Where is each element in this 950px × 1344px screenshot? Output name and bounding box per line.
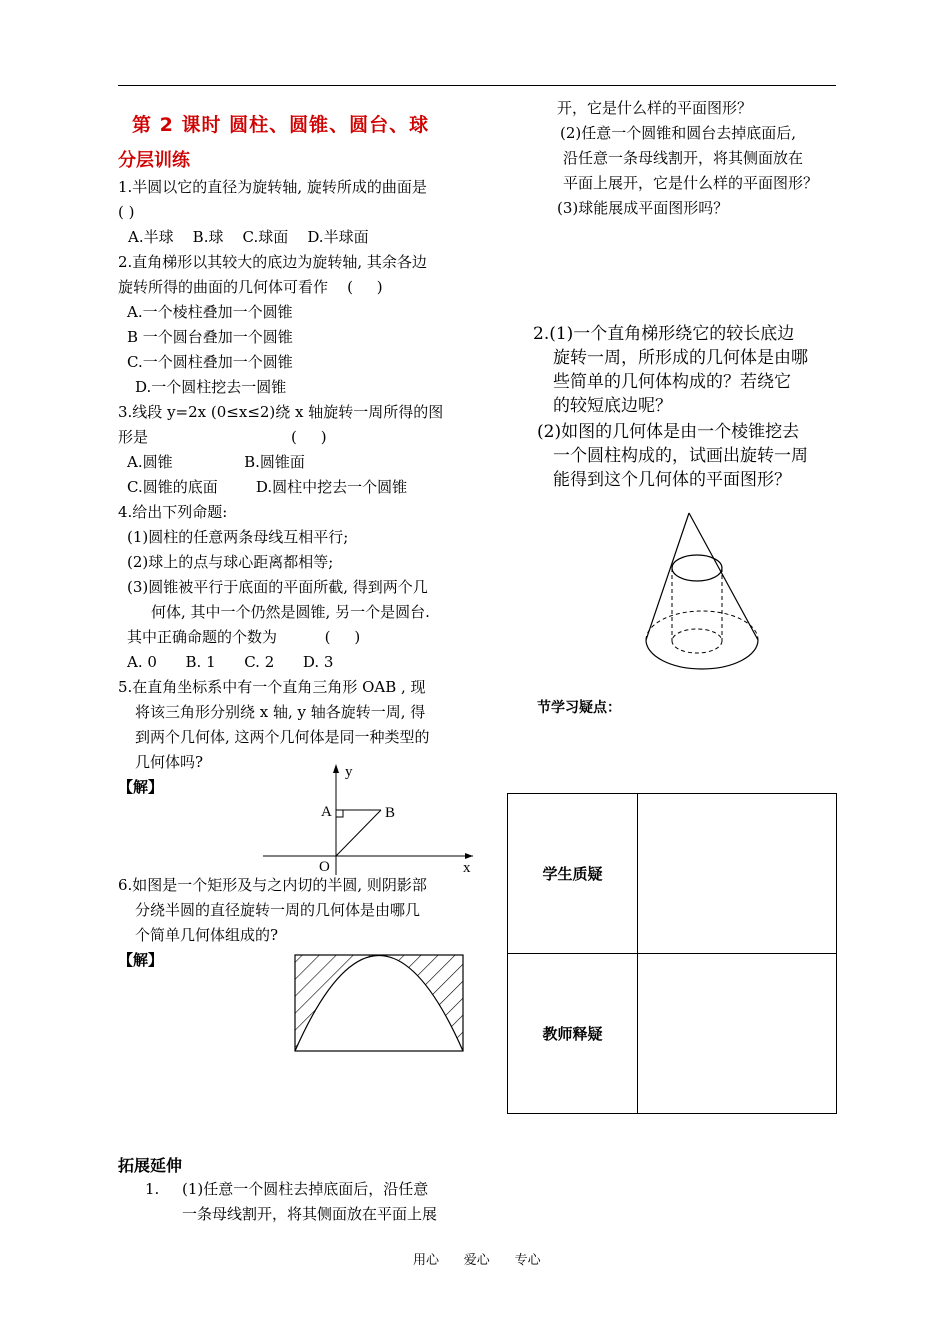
- question-4-line-1: 4.给出下列命题:: [118, 503, 228, 521]
- point-b-label: B: [385, 805, 396, 821]
- point-a-label: A: [321, 804, 332, 820]
- question-4-statement-3a: (3)圆锥被平行于底面的平面所截, 得到两个几: [127, 578, 428, 596]
- extension-cont-line-3: 沿任意一条母线割开，将其侧面放在: [563, 149, 804, 167]
- cone-cylinder-figure: [640, 505, 765, 677]
- x-axis-label: x: [463, 860, 471, 876]
- question-2-line-1: 2.直角梯形以其较大的底边为旋转轴, 其余各边: [118, 253, 427, 271]
- question-3-line-2: 形是 ( ): [118, 428, 327, 446]
- page-footer: 用心 爱心 专心: [413, 1253, 541, 1268]
- right-question-2-line-2: 旋转一周，所形成的几何体是由哪: [553, 348, 808, 368]
- point-o-label: O: [319, 859, 330, 875]
- question-5-line-2: 将该三角形分别绕 x 轴, y 轴各旋转一周, 得: [135, 703, 426, 721]
- question-4-statement-2: (2)球上的点与球心距离都相等;: [127, 553, 334, 571]
- extension-cont-line-1: 开，它是什么样的平面图形？: [557, 99, 753, 117]
- question-4-statement-3b: 何体, 其中一个仍然是圆锥, 另一个是圆台.: [151, 603, 430, 621]
- teacher-answer-label: 教师释疑: [508, 954, 638, 1114]
- extension-number: 1.: [145, 1180, 160, 1198]
- question-4-prompt: 其中正确命题的个数为 ( ): [127, 628, 361, 646]
- right-question-2-line-3: 些简单的几何体构成的？若绕它: [553, 372, 791, 392]
- right-question-2-line-4: 的较短底边呢？: [553, 396, 672, 416]
- extension-line-2: 一条母线割开，将其侧面放在平面上展: [182, 1205, 438, 1223]
- question-6-line-3: 个简单几何体组成的?: [135, 926, 279, 944]
- student-question-label: 学生质疑: [508, 794, 638, 954]
- extension-cont-line-2: (2)任意一个圆锥和圆台去掉底面后,: [560, 124, 797, 142]
- question-6-line-2: 分绕半圆的直径旋转一周的几何体是由哪几: [135, 901, 421, 919]
- extension-cont-line-5: (3)球能展成平面图形吗？: [557, 199, 729, 217]
- question-2-option-d: D.一个圆柱挖去一圆锥: [135, 378, 287, 396]
- question-5-line-1: 5.在直角坐标系中有一个直角三角形 OAB , 现: [118, 678, 426, 696]
- right-question-2-line-5: (2)如图的几何体是由一个棱锥挖去: [537, 422, 800, 442]
- triangle-coordinate-figure: [255, 760, 480, 880]
- header-rule: [118, 85, 836, 86]
- question-answer-table: [507, 793, 837, 1114]
- right-question-2-line-7: 能得到这个几何体的平面图形？: [553, 470, 791, 490]
- question-2-line-2: 旋转所得的曲面的几何体可看作 ( ): [118, 278, 383, 296]
- answer-label-6: 【解】: [118, 951, 164, 969]
- question-1-options: A.半球 B.球 C.球面 D.半球面: [128, 228, 369, 246]
- right-question-2-line-6: 一个圆柱构成的，试画出旋转一周: [553, 446, 808, 466]
- question-2-option-a: A.一个棱柱叠加一个圆锥: [127, 303, 293, 321]
- doubt-heading: 节学习疑点：: [537, 700, 621, 716]
- question-1-line-2: ( ): [118, 203, 135, 221]
- semicircle-rectangle-figure: [290, 950, 470, 1056]
- question-5-line-4: 几何体吗?: [135, 753, 204, 771]
- answer-label-5: 【解】: [118, 778, 164, 796]
- student-question-cell[interactable]: [638, 794, 837, 954]
- question-2-option-c: C.一个圆柱叠加一个圆锥: [127, 353, 293, 371]
- question-1-line-1: 1.半圆以它的直径为旋转轴, 旋转所成的曲面是: [118, 178, 427, 196]
- extension-line-1: (1)任意一个圆柱去掉底面后，沿任意: [182, 1180, 429, 1198]
- page-title: 第 2 课时 圆柱、圆锥、圆台、球: [132, 114, 430, 136]
- question-4-options: A. 0 B. 1 C. 2 D. 3: [127, 653, 334, 671]
- question-2-option-b: B 一个圆台叠加一个圆锥: [127, 328, 293, 346]
- question-3-options-cd: C.圆锥的底面 D.圆柱中挖去一个圆锥: [127, 478, 408, 496]
- table-row: [508, 794, 837, 954]
- y-axis-label: y: [345, 764, 353, 780]
- question-5-line-3: 到两个几何体, 这两个几何体是同一种类型的: [135, 728, 430, 746]
- section-heading-practice: 分层训练: [118, 150, 190, 171]
- section-heading-extension: 拓展延伸: [118, 1156, 183, 1175]
- question-4-statement-1: (1)圆柱的任意两条母线互相平行;: [127, 528, 349, 546]
- table-row: [508, 954, 837, 1114]
- teacher-answer-cell[interactable]: [638, 954, 837, 1114]
- right-question-2-line-1: 2.(1)一个直角梯形绕它的较长底边: [533, 324, 795, 344]
- extension-cont-line-4: 平面上展开，它是什么样的平面图形？: [563, 174, 819, 192]
- question-3-options-ab: A.圆锥 B.圆锥面: [127, 453, 305, 471]
- question-3-line-1: 3.线段 y=2x (0≤x≤2)绕 x 轴旋转一周所得的图: [118, 403, 444, 421]
- question-6-line-1: 6.如图是一个矩形及与之内切的半圆, 则阴影部: [118, 876, 427, 894]
